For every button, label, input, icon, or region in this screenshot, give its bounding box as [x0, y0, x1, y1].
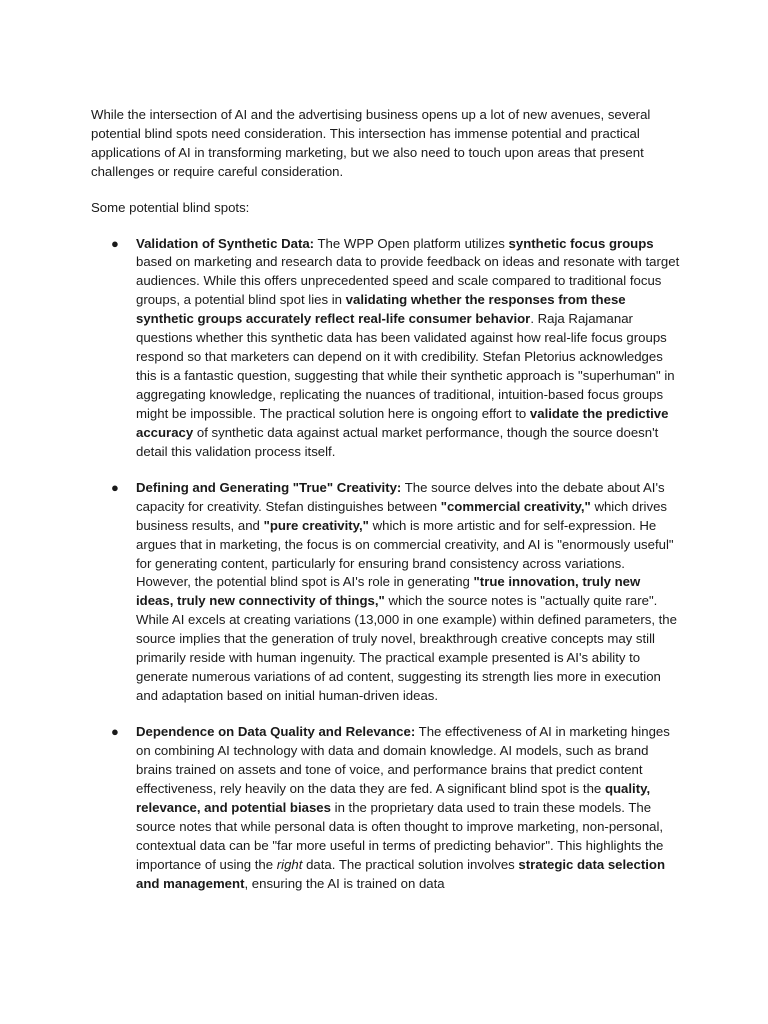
bold-text: quality, relevance, and potential biases	[136, 781, 651, 815]
bullet-icon: ●	[111, 724, 119, 740]
list-item	[91, 723, 681, 893]
blind-spots-lead: Some potential blind spots:	[91, 199, 250, 215]
bold-text: "pure creativity,"	[263, 517, 369, 533]
body-text: The source delves into the debate about AI's capacity for creativity. Stefan distinguishes between	[136, 479, 665, 514]
document-body	[91, 106, 681, 911]
body-text: of synthetic data against actual market performance, though the source doesn't detail this validation process itself.	[136, 424, 659, 459]
intro-paragraph: While the intersection of AI and the advertising business opens up a lot of new avenues, several potential blind spots need consideration. This intersection has immense potential and practical applications of AI in transforming marketing, but we also need to touch upon areas that present challenges or require careful consideration.	[91, 107, 651, 179]
bold-text: validate the predictive accuracy	[136, 405, 669, 440]
bold-text: Dependence on Data Quality and Relevance:	[136, 724, 416, 740]
list-item-text	[136, 724, 670, 890]
body-text: The effectiveness of AI in marketing hinges on combining AI technology with data and domain knowledge. AI models, such as brand brains trained on assets and tone of voice, and performance brains that predict content effectiveness, rely heavily on the data they are fed. A significant blind spot is the	[136, 724, 670, 796]
body-text: in the proprietary data used to train these models. The source notes that while personal data is often thought to improve marketing, non-personal, contextual data can be "far more useful in terms of predicting behavior". This highlights the importance of using the	[136, 799, 664, 872]
blind-spots-list	[91, 235, 681, 894]
bold-text: Defining and Generating "True" Creativity:	[136, 479, 402, 495]
bold-text: validating whether the responses from these synthetic groups accurately reflect real-life consumer behavior	[136, 292, 626, 327]
body-text: based on marketing and research data to provide feedback on ideas and resonate with target audiences. While this offers unprecedented speed and scale compared to traditional focus groups, a potential blind spot lies in	[136, 254, 680, 308]
bold-text: strategic data selection and management	[136, 856, 666, 891]
body-text: The WPP Open platform utilizes	[314, 235, 509, 251]
body-text: which the source notes is "actually quite rare". While AI excels at creating variations (13,000 in one example) within defined parameters, the source implies that the generation of truly novel, breakthrough creative concepts may still primarily reside with human ingenuity. The practical example presented is AI's ability to generate numerous variations of ad content, suggesting its strength lies more in execution and adaptation based on initial human-driven ideas.	[136, 593, 677, 703]
list-item	[91, 235, 681, 462]
body-text: . Raja Rajamanar questions whether this synthetic data has been validated against how real-life focus groups respond so that marketers can depend on it with credibility. Stefan Pletorius acknowledges this is a fantastic question, suggesting that while their synthetic approach is "superhuman" in aggregating knowledge, replicating the nuances of traditional, intuition-based focus groups might be impossible. The practical solution here is ongoing effort to	[136, 311, 675, 421]
body-text: which is more artistic and for self-expression. He argues that in marketing, the focus is on commercial creativity, and AI is "enormously useful" for generating content, particularly for ensuring brand consistency across variations. However, the potential blind spot is AI's role in generating	[136, 517, 674, 590]
bold-text: Validation of Synthetic Data:	[136, 235, 315, 251]
bullet-icon: ●	[111, 479, 119, 495]
bold-text: "true innovation, truly new ideas, truly new connectivity of things,"	[136, 574, 641, 609]
body-text: which drives business results, and	[136, 498, 668, 533]
bold-text: synthetic focus groups	[508, 235, 654, 251]
list-item-text	[136, 236, 679, 459]
bullet-icon: ●	[111, 235, 119, 251]
list-item	[91, 479, 681, 706]
body-text: data. The practical solution involves	[302, 856, 519, 872]
italic-text: right	[276, 856, 303, 872]
body-text: , ensuring the AI is trained on data	[244, 875, 445, 891]
list-item-text	[136, 480, 677, 703]
bold-text: "commercial creativity,"	[440, 498, 591, 514]
